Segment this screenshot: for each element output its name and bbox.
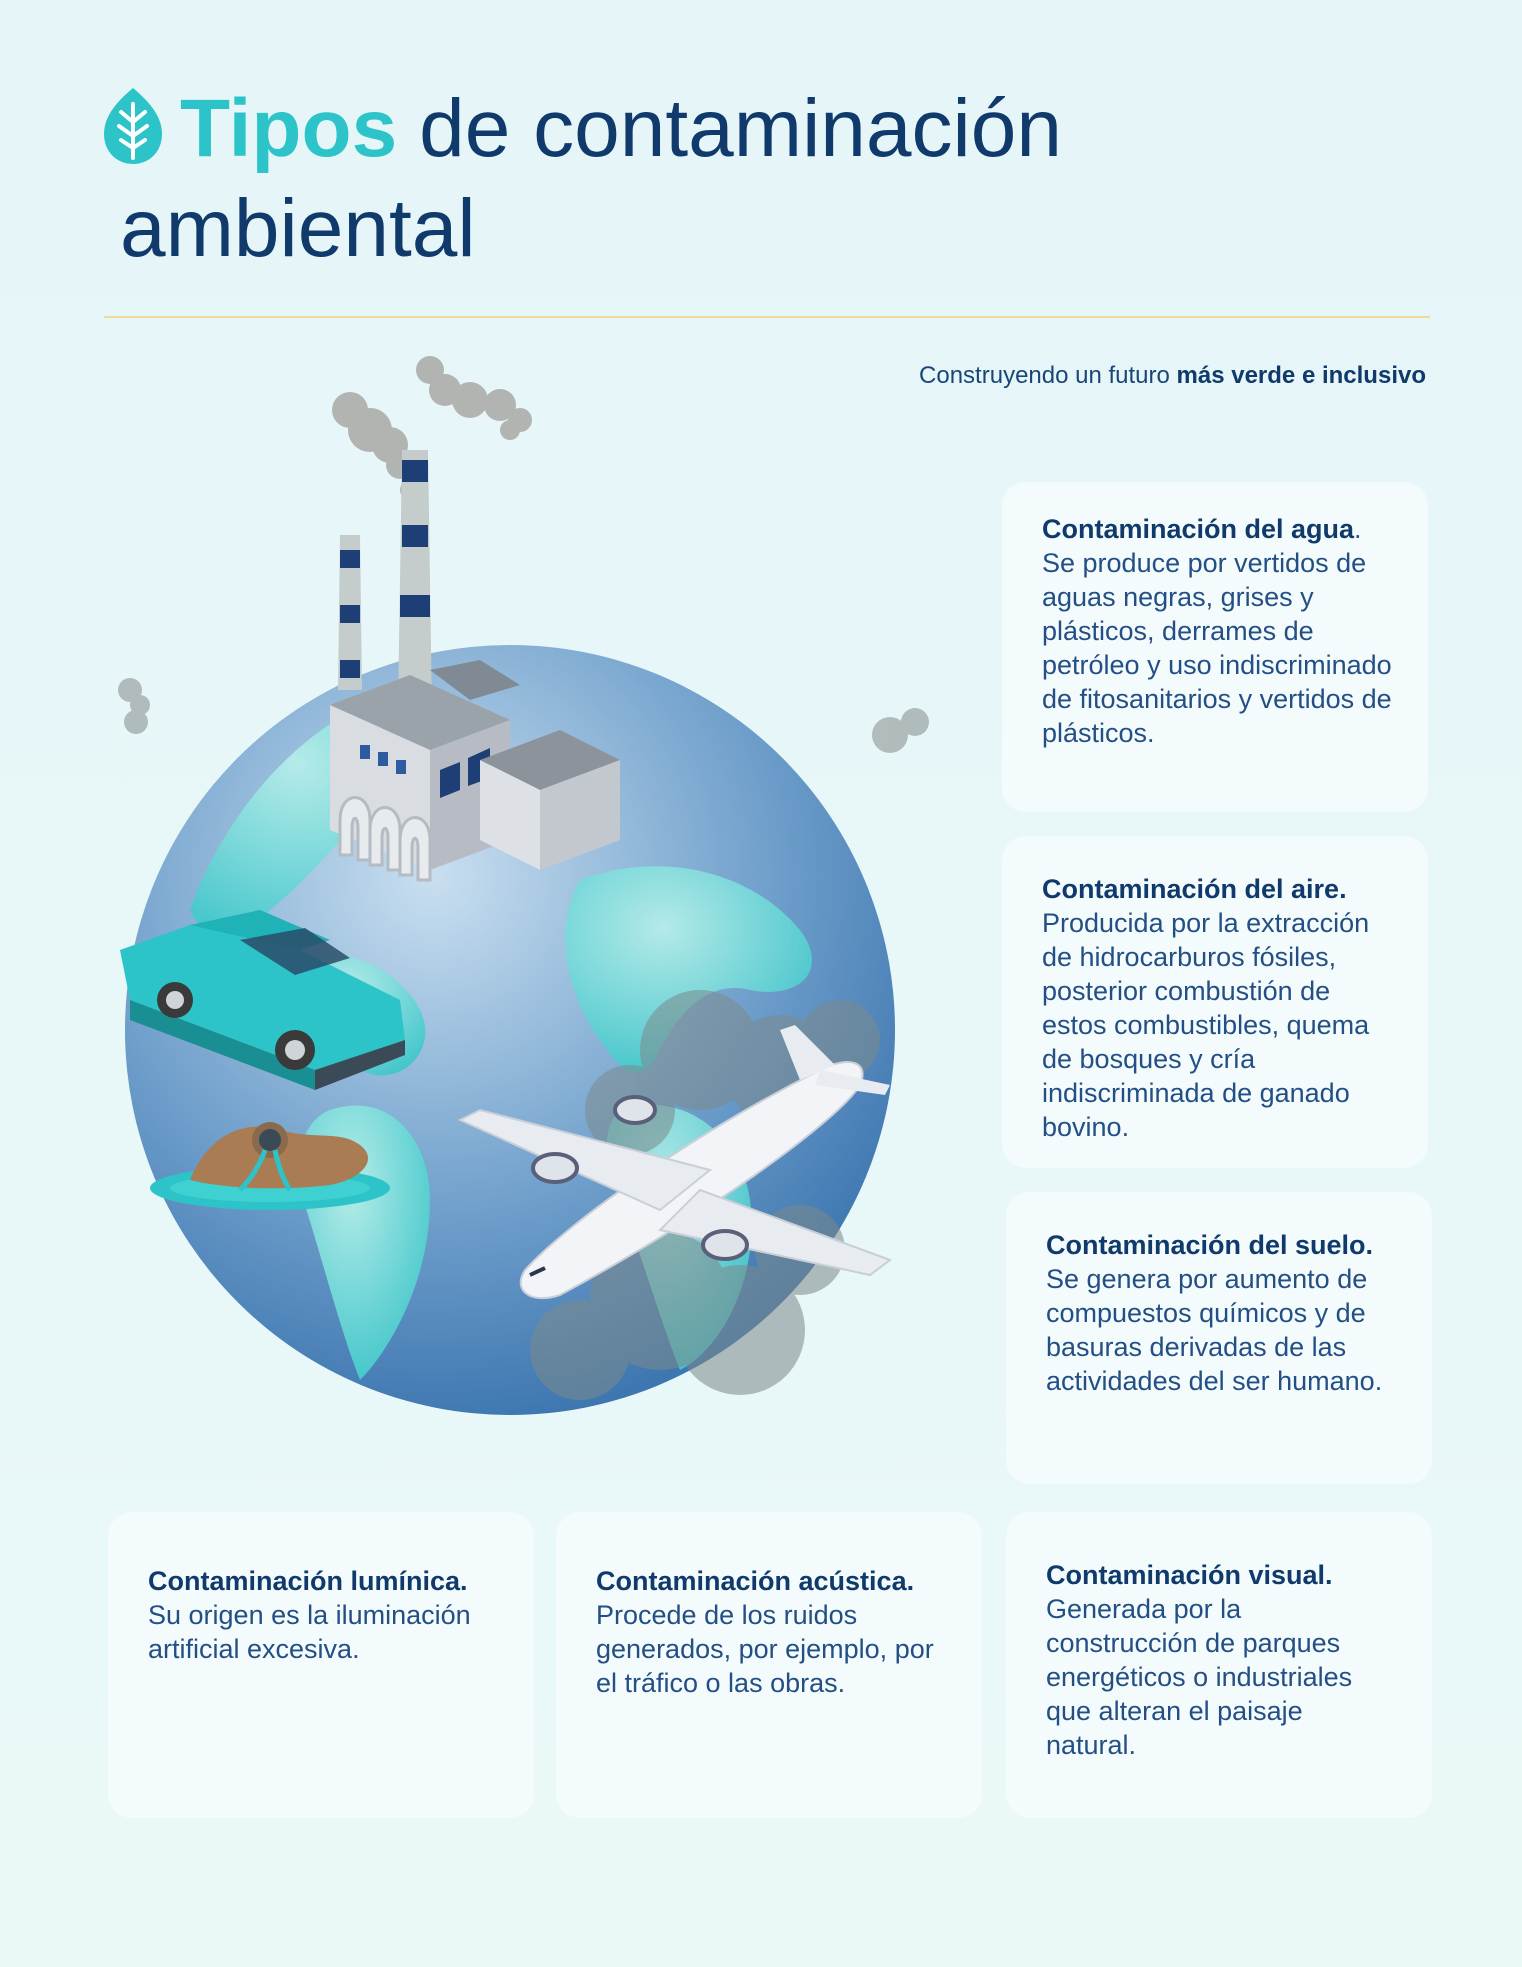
title-line2: ambiental <box>120 183 476 274</box>
card-agua-heading: Contaminación del agua <box>1042 514 1355 544</box>
card-aire-heading: Contaminación del aire. <box>1042 874 1347 904</box>
header-divider <box>104 316 1430 318</box>
card-suelo-text: Se genera por aumento de compuestos químicos y de basuras derivadas de las actividades del ser humano. <box>1046 1264 1383 1396</box>
tagline-bold: más verde e inclusivo <box>1176 362 1426 389</box>
card-suelo <box>1006 1192 1432 1484</box>
card-aire-text: Producida por la extracción de hidrocarburos fósiles, posterior combustión de estos combustibles, quema de bosques y cría indiscriminada de ganado bovino. <box>1042 908 1370 1142</box>
page-title <box>100 83 1062 274</box>
pollution-illustration <box>100 350 960 1450</box>
tagline <box>919 362 1426 390</box>
tagline-prefix: Construyendo un futuro <box>919 362 1177 389</box>
card-luminica <box>108 1512 534 1818</box>
card-visual-text: Generada por la construcción de parques energéticos o industriales que alteran el paisaje natural. <box>1046 1594 1353 1760</box>
title-accent: Tipos <box>180 83 398 174</box>
card-acustica-text: Procede de los ruidos generados, por ejemplo, por el tráfico o las obras. <box>596 1600 934 1698</box>
card-agua-text: Se produce por vertidos de aguas negras, grises y plásticos, derrames de petróleo y uso indiscriminado de fitosanitarios y vertidos de plásticos. <box>1042 548 1392 748</box>
card-acustica-heading: Contaminación acústica. <box>596 1566 915 1596</box>
card-visual-heading: Contaminación visual. <box>1046 1560 1333 1590</box>
card-luminica-text: Su origen es la iluminación artificial excesiva. <box>148 1600 471 1664</box>
title-rest: de contaminación <box>419 83 1062 174</box>
card-luminica-heading: Contaminación lumínica. <box>148 1566 468 1596</box>
card-aire <box>1002 836 1428 1168</box>
card-agua-heading-suffix: . <box>1354 514 1362 544</box>
card-visual <box>1006 1512 1432 1818</box>
card-suelo-heading: Contaminación del suelo. <box>1046 1230 1374 1260</box>
card-agua <box>1002 482 1428 812</box>
card-acustica <box>556 1512 982 1818</box>
